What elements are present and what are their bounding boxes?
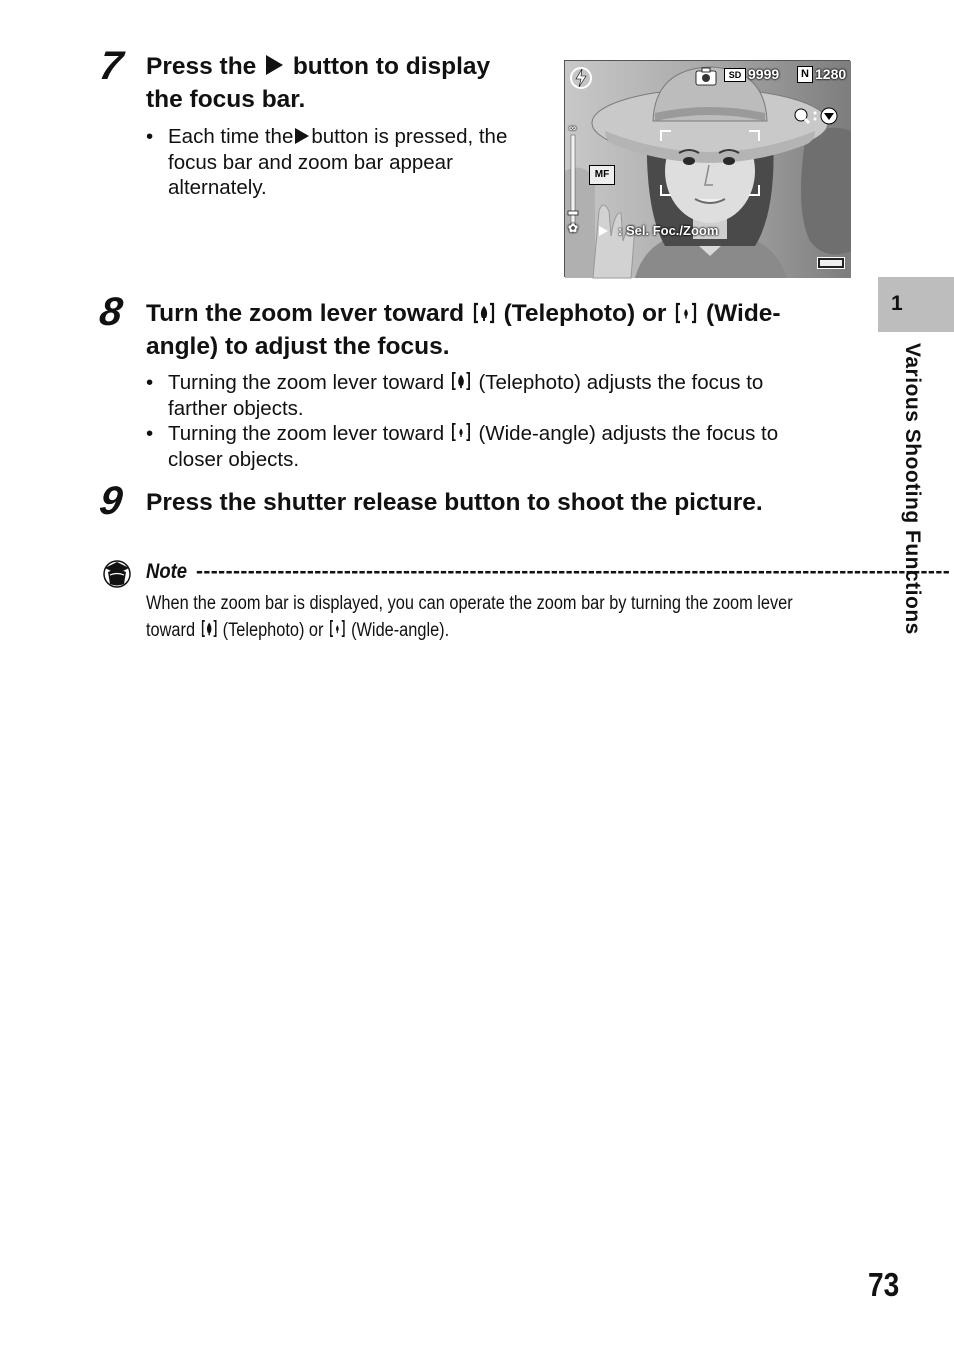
note-line-2-text-3: (Wide-angle). (351, 620, 450, 641)
note-line-2-text-2: (Telephoto) or (222, 620, 324, 641)
step-8-heading-text-3: (Wide- (705, 300, 781, 327)
note-line-2-text: toward (146, 620, 196, 641)
wide-angle-icon (330, 619, 345, 638)
note-label: Note (146, 560, 188, 583)
mf-icon: MF (589, 165, 615, 185)
bullet-text: Turning the zoom lever toward (168, 371, 445, 394)
shots-remaining: 9999 (748, 66, 780, 82)
step-7-heading-text: Press the (146, 53, 257, 80)
chapter-number: 1 (891, 292, 903, 315)
bullet-text: Turning the zoom lever toward (168, 422, 445, 445)
step-7-heading-line-2: the focus bar. (146, 86, 306, 113)
chapter-title: Various Shooting Functions (901, 343, 924, 635)
right-button-icon (266, 55, 283, 75)
step-8-heading-text-2: (Telephoto) or (503, 300, 667, 327)
telephoto-icon (474, 302, 494, 324)
right-button-icon (295, 128, 309, 144)
step-number-7: 7 (96, 44, 126, 88)
step-8-heading (146, 297, 866, 363)
bullet-text-2: (Wide-angle) adjusts the focus to (478, 422, 779, 445)
right-arrow-icon (599, 226, 608, 236)
focus-hint-text: : Sel. Foc./Zoom (618, 223, 719, 238)
sd-card-icon: SD (724, 68, 746, 82)
bullet-line-2: farther objects. (168, 396, 304, 420)
step-number-9: 9 (96, 479, 126, 523)
note-icon (102, 558, 132, 588)
note-line-1: When the zoom bar is displayed, you can operate the zoom bar by turning the zoom lever (146, 593, 793, 614)
step-9-heading: Press the shutter release button to shoot the picture. (146, 489, 763, 516)
step-7-heading (146, 50, 556, 116)
macro-icon: ✿ (568, 221, 579, 235)
note-divider: ------------------------------------------------------------------------------------------------------ (196, 560, 951, 583)
telephoto-icon (452, 371, 470, 391)
zoom-focus-indicator (793, 107, 843, 125)
bullet-text-2: (Telephoto) adjusts the focus to (478, 371, 764, 394)
battery-icon (817, 257, 845, 269)
bullet-line-2: closer objects. (168, 447, 300, 471)
camera-screen-photo (564, 60, 850, 277)
wide-angle-icon (676, 302, 696, 324)
wide-angle-icon (452, 422, 470, 442)
bullet-text-2: button is pressed, the (311, 125, 508, 148)
note-heading (146, 558, 951, 588)
bullet-line-2: focus bar and zoom bar appear (168, 150, 453, 174)
step-7-bullets (146, 124, 556, 201)
telephoto-icon (202, 619, 217, 638)
image-size: 1280 (815, 66, 847, 82)
flash-off-icon (569, 65, 593, 91)
page-number: 73 (868, 1266, 900, 1303)
bullet-line-3: alternately. (168, 176, 267, 199)
chapter-tab (878, 277, 954, 332)
step-8-heading-text: Turn the zoom lever toward (146, 300, 465, 327)
list-item (146, 421, 866, 472)
quality-n-icon: N (797, 66, 813, 83)
step-8-heading-line-2: angle) to adjust the focus. (146, 333, 450, 360)
note-body (146, 590, 851, 644)
step-8-bullets (146, 370, 866, 472)
step-7-heading-text-2: button to display (292, 53, 491, 80)
camera-mode-icon (695, 66, 717, 86)
list-item (146, 370, 866, 421)
infinity-icon: ∞ (569, 123, 577, 134)
bullet-text: Each time the (168, 125, 294, 148)
list-item (146, 124, 556, 201)
step-number-8: 8 (96, 290, 126, 334)
